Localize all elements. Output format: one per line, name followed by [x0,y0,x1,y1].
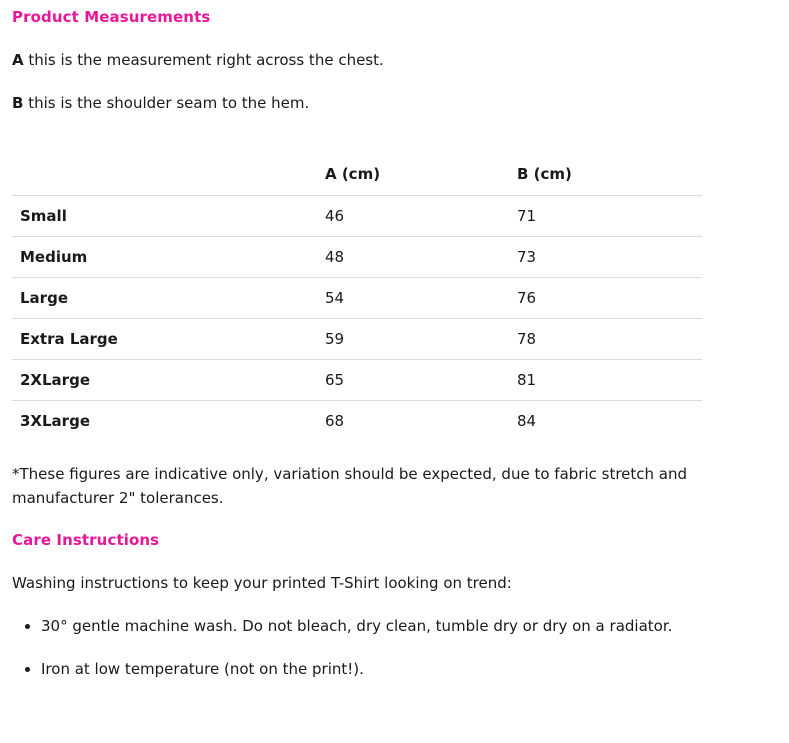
measurement-b-description [12,91,309,115]
a-value-cell: 48 [325,237,517,278]
list-item [12,614,692,638]
a-value-cell: 46 [325,196,517,237]
size-table [12,152,702,441]
size-cell: Small [12,196,325,237]
care-item-text: Iron at low temperature (not on the print!). [41,660,364,678]
column-header-b: B (cm) [517,152,702,196]
b-value-cell: 78 [517,319,702,360]
size-cell: Extra Large [12,319,325,360]
table-row [12,319,702,360]
a-value-cell: 59 [325,319,517,360]
measurement-a-text: this is the measurement right across the chest. [23,51,384,69]
table-row [12,237,702,278]
measurement-b-text: this is the shoulder seam to the hem. [23,94,310,112]
bullet-icon [25,667,30,672]
size-cell: 3XLarge [20,412,90,430]
b-value-cell: 81 [517,360,702,401]
table-row [12,196,702,237]
measurement-a-description [12,48,384,72]
table-row [12,360,702,401]
bullet-icon [25,624,30,629]
table-header-row [12,152,702,196]
table-row [12,278,702,319]
measurement-b-label: B [12,94,24,112]
a-value-cell: 68 [325,412,345,430]
a-value-cell: 54 [325,278,517,319]
measurements-heading: Product Measurements [12,8,211,26]
size-cell: 2XLarge [12,360,325,401]
size-cell: Large [12,278,325,319]
b-value-cell: 84 [517,412,537,430]
b-value-cell: 76 [517,278,702,319]
table-row [12,401,702,442]
care-heading: Care Instructions [12,531,160,549]
list-item [12,657,692,681]
measurement-a-label: A [12,51,24,69]
tolerance-note: *These figures are indicative only, variation should be expected, due to fabric stretch and manufacturer 2" tolerances. [12,465,688,507]
care-item-text: 30° gentle machine wash. Do not bleach, dry clean, tumble dry or dry on a radiator. [41,617,673,635]
b-value-cell: 71 [517,196,702,237]
care-list [12,614,692,700]
size-cell: Medium [12,237,325,278]
b-value-cell: 73 [517,237,702,278]
column-header-size [12,152,325,196]
a-value-cell: 65 [325,360,517,401]
care-intro: Washing instructions to keep your printed T-Shirt looking on trend: [12,574,512,592]
column-header-a: A (cm) [325,152,517,196]
